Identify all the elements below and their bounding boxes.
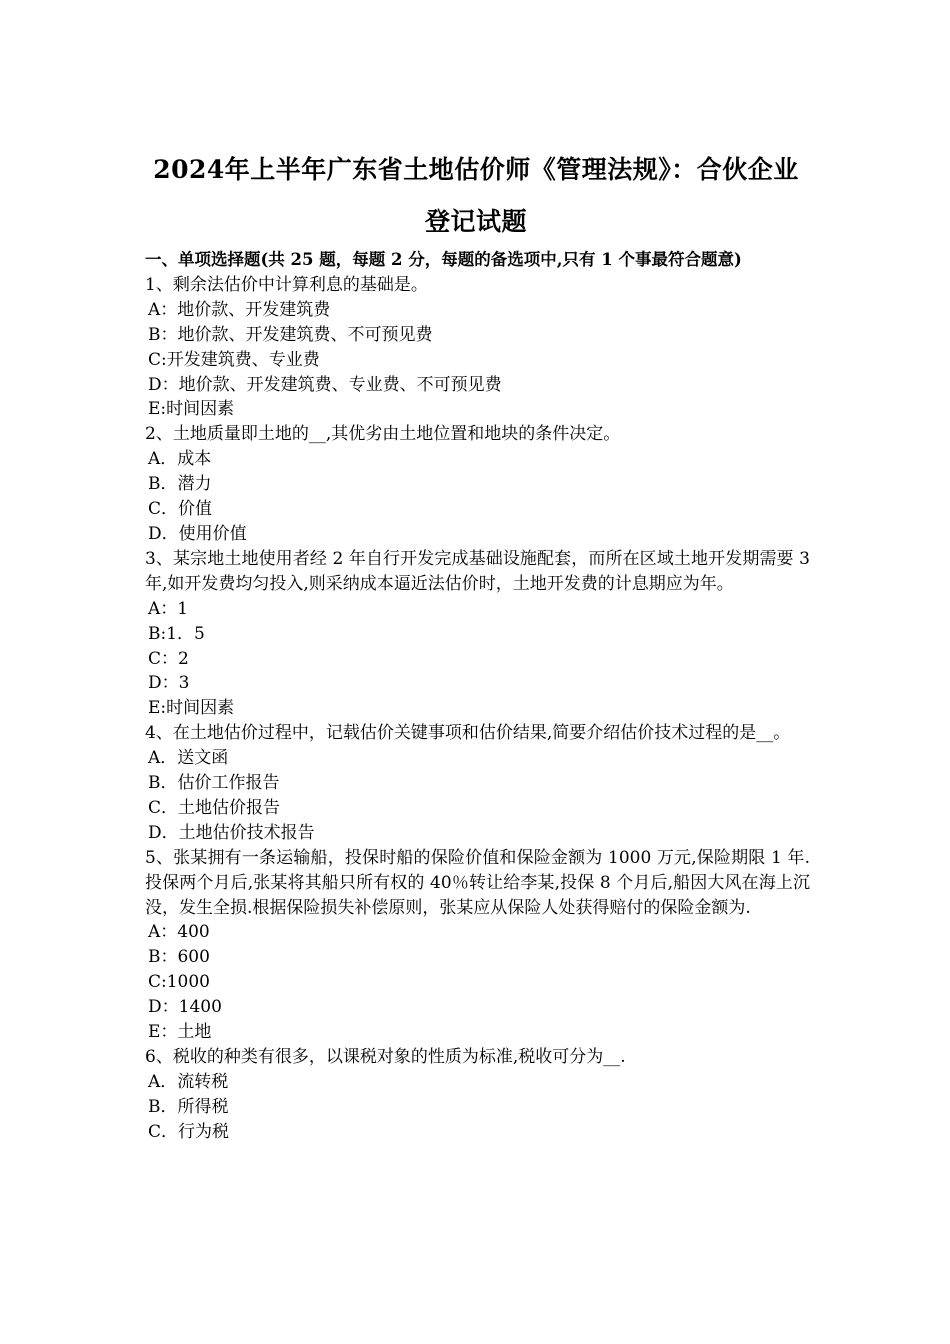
answer-option: B：地价款、开发建筑费、不可预见费 xyxy=(148,324,433,345)
answer-option: A：400 xyxy=(148,922,210,943)
question-block xyxy=(145,547,810,721)
answer-option: A．送文函 xyxy=(148,748,229,769)
answer-option: B．潜力 xyxy=(148,474,212,495)
answer-option: C．土地估价报告 xyxy=(148,797,281,818)
question-text: 4、在土地估价过程中，记载估价关键事项和估价结果,简要介绍估价技术过程的是__。 xyxy=(145,723,791,744)
answer-option: C．行为税 xyxy=(148,1121,230,1142)
question-block xyxy=(145,273,810,422)
answer-option: D．土地估价技术报告 xyxy=(148,822,315,843)
answer-option: B:1．5 xyxy=(148,623,205,644)
question-block xyxy=(145,721,810,846)
answer-option: D：1400 xyxy=(148,997,222,1018)
answer-option: B．所得税 xyxy=(148,1096,229,1117)
answer-option: A：1 xyxy=(148,598,189,619)
section-header: 一、单项选择题(共 25 题，每题 2 分，每题的备选项中,只有 1 个事最符合题意) xyxy=(145,250,742,269)
question-text: 5、张某拥有一条运输船，投保时船的保险价值和保险金额为 1000 万元,保险期限 1 年.投保两个月后,张某将其船只所有权的 40％转让给李某,投保 8 个月后,船因大风在海上沉没，发生全损.根据保险损失补偿原则，张某应从保险人处获得赔付的保险金额为. xyxy=(145,847,810,918)
answer-option: D：地价款、开发建筑费、专业费、不可预见费 xyxy=(148,374,502,395)
answer-option: B：600 xyxy=(148,947,210,968)
question-block xyxy=(145,422,810,547)
answer-option: C:开发建筑费、专业费 xyxy=(148,349,320,370)
answer-option: C：2 xyxy=(148,648,189,669)
document-title-line-2: 登记试题 xyxy=(424,207,527,236)
document-title-line-1: 2024年上半年广东省土地估价师《管理法规》：合伙企业 xyxy=(153,155,799,184)
question-text: 1、剩余法估价中计算利息的基础是。 xyxy=(145,274,428,295)
answer-option: A．流转税 xyxy=(148,1071,229,1092)
document-body xyxy=(145,248,810,1145)
answer-option: C:1000 xyxy=(148,972,210,993)
answer-option: E：土地 xyxy=(148,1022,212,1043)
answer-option: C．价值 xyxy=(148,499,213,520)
answer-option: B．估价工作报告 xyxy=(148,773,280,794)
question-text: 6、税收的种类有很多，以课税对象的性质为标准,税收可分为__. xyxy=(145,1047,626,1067)
answer-option: A．成本 xyxy=(148,449,212,470)
question-text: 3、某宗地土地使用者经 2 年自行开发完成基础设施配套，而所在区域土地开发期需要 3 年,如开发费均匀投入,则采纳成本逼近法估价时，土地开发费的计息期应为年。 xyxy=(145,548,810,594)
answer-option: D：3 xyxy=(148,673,190,694)
answer-option: E:时间因素 xyxy=(148,698,235,719)
question-block xyxy=(145,846,810,1045)
answer-option: E:时间因素 xyxy=(148,399,235,420)
answer-option: D．使用价值 xyxy=(148,523,247,544)
answer-option: A：地价款、开发建筑费 xyxy=(148,299,331,320)
question-block xyxy=(145,1045,810,1145)
question-text: 2、土地质量即土地的__,其优劣由土地位置和地块的条件决定。 xyxy=(145,424,621,445)
